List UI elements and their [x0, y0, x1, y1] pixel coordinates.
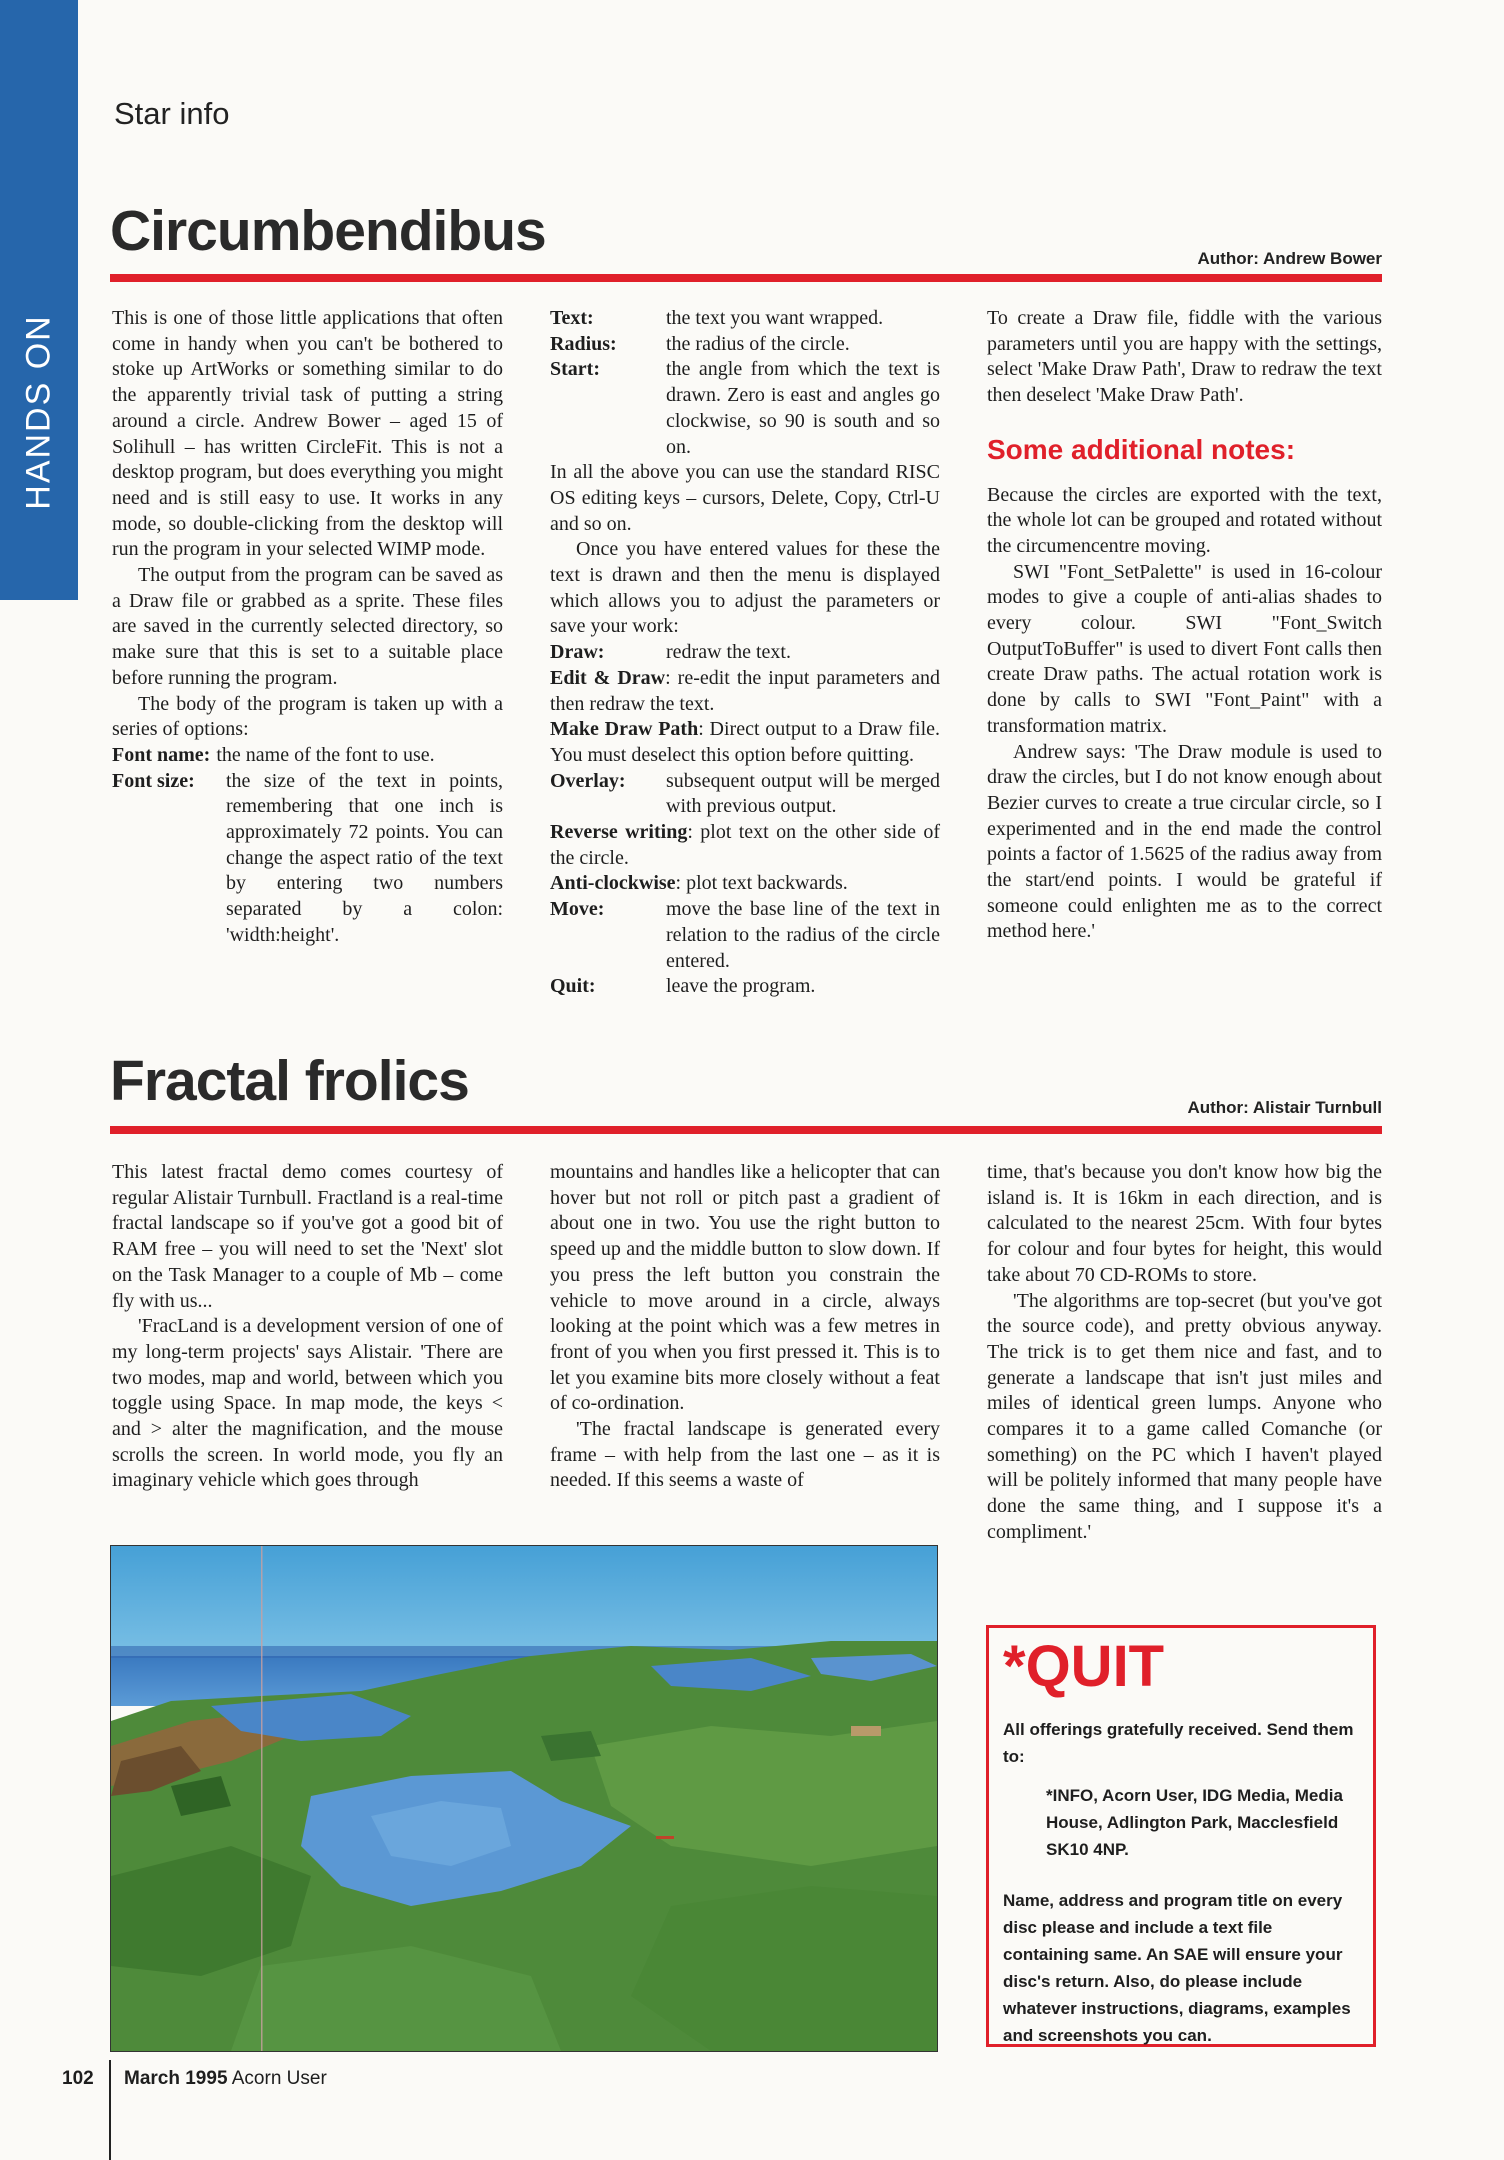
- option-anti-clockwise: [550, 871, 940, 897]
- option-reverse-writing: [550, 820, 940, 871]
- issue-date: March 1995: [124, 2068, 228, 2089]
- option-value: leave the program.: [666, 975, 816, 998]
- paragraph: The output from the program can be saved as a Draw file or grabbed as a sprite. These files are saved in the currently selected directory, so make sure that this is set to a suitable place before running the program.: [112, 564, 503, 689]
- option-font-size: [112, 769, 503, 949]
- option-value: the name of the font to use.: [216, 743, 435, 766]
- option-edit-draw: [550, 666, 940, 717]
- article-author-bower: Author: Andrew Bower: [1197, 249, 1382, 268]
- article1-column-2: [550, 306, 940, 1000]
- quit-title: *QUIT: [1003, 1634, 1165, 1699]
- option-key: Reverse writing: [550, 821, 688, 844]
- option-font-name: [112, 743, 503, 769]
- option-radius: [550, 332, 940, 358]
- fractal-landscape-screenshot: [110, 1545, 938, 2052]
- option-key: Edit & Draw: [550, 666, 666, 689]
- option-key: Font size:: [112, 769, 195, 792]
- page-number: 102: [62, 2068, 94, 2089]
- paragraph: mountains and handles like a helicopter that can hover but not roll or pitch past a gradient of about one in two. You use the right button to speed up and the middle button to slow down. If you press the left button you constrain the vehicle to move around in a circle, always looking at the point which was a few metres in front of you when you first pressed it. This is to let you examine bits more closely without a feat of co-ordination.: [550, 1161, 940, 1415]
- subheading-additional-notes: Some additional notes:: [987, 433, 1296, 465]
- option-key: Anti-clockwise: [550, 872, 676, 895]
- paragraph: The body of the program is taken up with a series of options:: [112, 692, 503, 741]
- option-value: redraw the text.: [666, 641, 791, 664]
- option-value: the angle from which the text is drawn. Zero is east and angles go clockwise, so 90 is south and so on.: [666, 358, 940, 458]
- option-quit: [550, 974, 940, 1000]
- footer-divider: [109, 2060, 111, 2160]
- option-key: Radius:: [550, 332, 617, 355]
- option-key: Overlay:: [550, 769, 626, 792]
- paragraph: 'FracLand is a development version of one of my long-term projects' says Alistair. 'There are two modes, map and world, between which you toggle using Space. In map mode, the keys < and > alter the magnification, and the mouse scrolls the screen. In world mode, you fly an imaginary vehicle which goes through: [112, 1315, 503, 1492]
- footer-issue: [124, 2068, 327, 2090]
- sidebar-label: HANDS ON: [19, 314, 58, 510]
- article2-column-1: [112, 1160, 503, 1494]
- article-author-turnbull: Author: Alistair Turnbull: [1187, 1098, 1382, 1117]
- option-key: Draw:: [550, 641, 605, 664]
- option-value: : re-edit the input parameters and then redraw the text.: [550, 666, 940, 715]
- headline-rule: [110, 1126, 1382, 1134]
- article2-column-2: [550, 1160, 940, 1494]
- option-value: the radius of the circle.: [666, 332, 850, 355]
- option-draw: [550, 640, 940, 666]
- paragraph: This latest fractal demo comes courtesy of regular Alistair Turnbull. Fractland is a real-time fractal landscape so if you've got a good bit of RAM free – you will need to set the 'Next' slot on the Task Manager to a couple of Mb – come fly with us...: [112, 1161, 503, 1312]
- paragraph: 'The algorithms are top-secret (but you've got the source code), and pretty obvious anyway. The trick is to get them nice and fast, and to generate a landscape that isn't just miles and miles of identical green lumps. Anyone who compares it to a game called Comanche (or something) on the PC which I haven't played will be politely informed that many people have done the same thing, and I suppose it's a compliment.': [987, 1289, 1382, 1543]
- paragraph: In all the above you can use the standard RISC OS editing keys – cursors, Delete, Copy, Ctrl-U and so on.: [550, 461, 940, 535]
- quit-notes: Name, address and program title on every disc please and include a text file containing same. An SAE will ensure your disc's return. Also, do please include whatever instructions, diagrams, examples and screenshots you can.: [1003, 1891, 1351, 2045]
- option-key: Move:: [550, 898, 605, 921]
- option-value: : plot text on the other side of the circle.: [550, 821, 940, 869]
- paragraph: Once you have entered values for these the text is drawn and then the menu is displayed which allows you to adjust the parameters or save your work:: [550, 538, 940, 638]
- headline-rule: [110, 274, 1382, 282]
- option-key: Font name:: [112, 743, 211, 766]
- paragraph: 'The fractal landscape is generated every frame – with help from the last one – as it is needed. If this seems a waste of: [550, 1418, 940, 1492]
- option-value: : Direct output to a Draw file. You must deselect this option before quitting.: [550, 718, 941, 766]
- option-overlay: [550, 769, 940, 820]
- option-value: move the base line of the text in relation to the radius of the circle entered.: [666, 898, 940, 972]
- quit-address: *INFO, Acorn User, IDG Media, Media House, Adlington Park, Macclesfield SK10 4NP.: [1046, 1786, 1343, 1859]
- option-value: subsequent output will be merged with previous output.: [666, 769, 940, 818]
- paragraph: Because the circles are exported with the text, the whole lot can be grouped and rotated without the circumencentre moving.: [987, 483, 1382, 557]
- quit-submission-box: [986, 1625, 1376, 2047]
- option-text: [550, 306, 940, 332]
- option-move: [550, 897, 940, 974]
- hands-on-sidebar: [0, 0, 78, 600]
- option-key: Start:: [550, 358, 600, 381]
- option-make-draw-path: [550, 717, 940, 768]
- paragraph: time, that's because you don't know how big the island is. It is 16km in each direction, and is calculated to the nearest 25cm. With four bytes for colour and four bytes for height, this would take about 70 CD-ROMs to store.: [987, 1161, 1382, 1286]
- article1-column-3: [987, 306, 1382, 945]
- option-start: [550, 357, 940, 460]
- magazine-name: Acorn User: [231, 2068, 327, 2089]
- article-title-fractal-frolics: Fractal frolics: [110, 1049, 469, 1113]
- option-value: the text you want wrapped.: [666, 307, 884, 329]
- option-value: : plot text backwards.: [675, 872, 848, 895]
- article-title-circumbendibus: Circumbendibus: [110, 199, 546, 263]
- section-label: Star info: [114, 96, 230, 131]
- paragraph: Andrew says: 'The Draw module is used to draw the circles, but I do not know enough about Bezier curves to create a true circular circle, so I experimented and in the end made the control points a factor of 1.5625 of the radius away from the start/end points. I would be grateful if someone could enlighten me as to the correct method here.': [987, 740, 1382, 943]
- article1-column-1: [112, 306, 503, 949]
- option-key: Text:: [550, 307, 594, 329]
- article2-column-3: [987, 1160, 1382, 1546]
- paragraph: To create a Draw file, fiddle with the various parameters until you are happy with the settings, select 'Make Draw Path', Draw to redraw the text then deselect 'Make Draw Path'.: [987, 307, 1382, 407]
- paragraph: SWI "Font_SetPalette" is used in 16-colour modes to give a couple of anti-alias shades to every colour. SWI "Font_Switch OutputToBuffer" is used to divert Font calls then create Draw paths. The actual rotation work is done by calls to SWI "Font_Paint" with a transformation matrix.: [987, 560, 1382, 737]
- option-key: Make Draw Path: [550, 718, 699, 741]
- option-value: the size of the text in points, remembering that one inch is approximately 72 points. You can change the aspect ratio of the text by entering two numbers separated by a colon: 'width:height'.: [226, 769, 503, 946]
- quit-intro: All offerings gratefully received. Send them to:: [1003, 1720, 1354, 1766]
- option-key: Quit:: [550, 975, 596, 998]
- paragraph: This is one of those little applications that often come in handy when you can't be bothered to stoke up ArtWorks or something similar to do the apparently trivial task of putting a string around a circle. Andrew Bower – aged 15 of Solihull – has written CircleFit. This is not a desktop program, but does everything you might need and is still easy to use. It works in any mode, so double-clicking from the desktop will run the program in your selected WIMP mode.: [112, 307, 503, 561]
